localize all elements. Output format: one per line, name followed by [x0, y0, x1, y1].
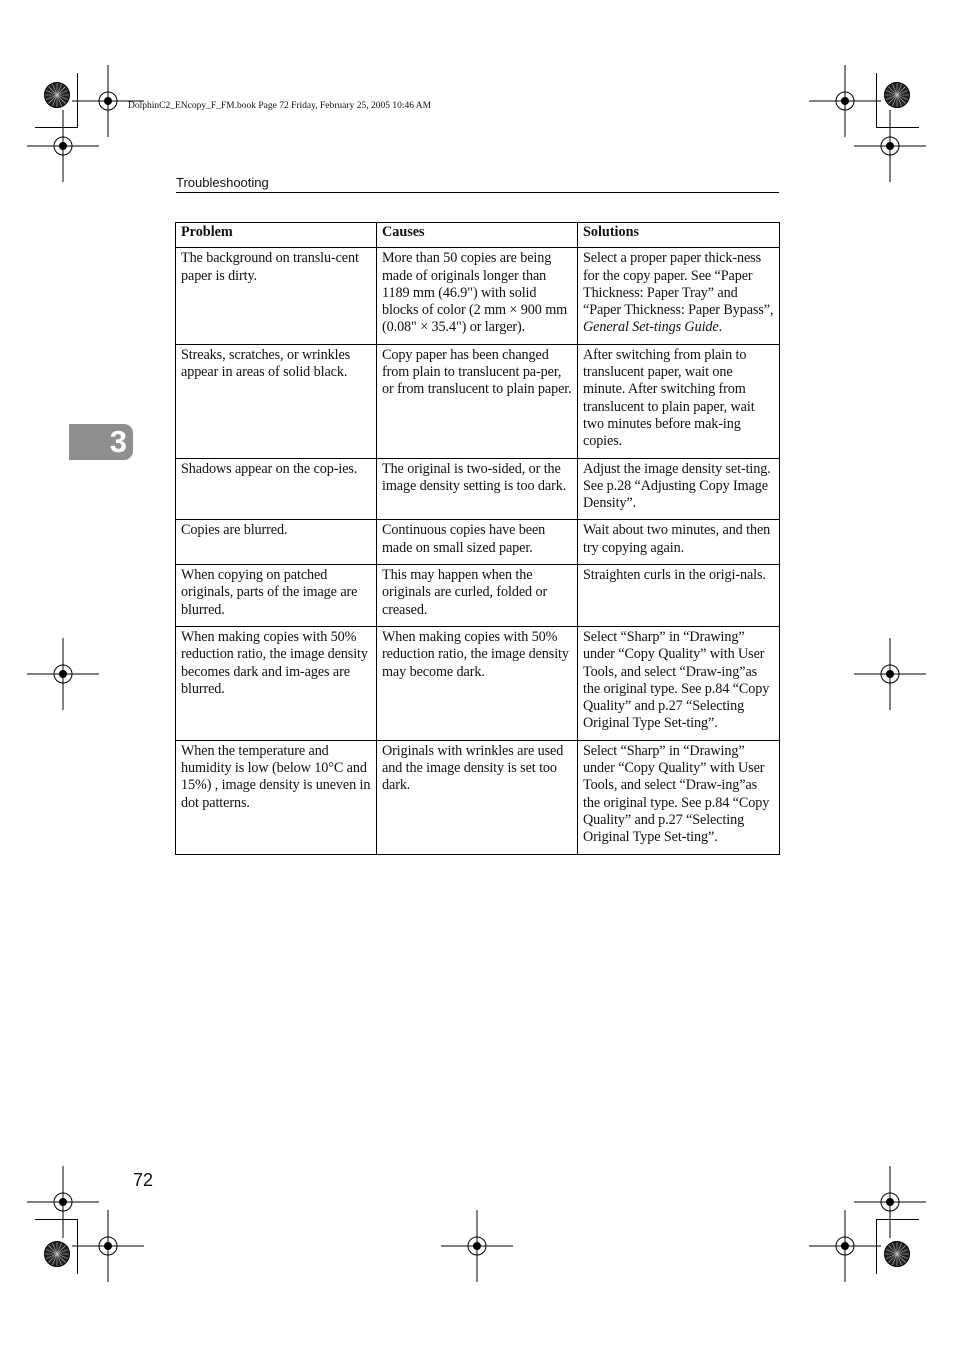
table-row — [176, 344, 780, 458]
table-row — [176, 740, 780, 854]
table-row — [176, 248, 780, 344]
trim-line — [876, 1219, 877, 1274]
page-number: 72 — [133, 1170, 154, 1190]
trim-line — [876, 127, 919, 128]
manual-reference: General Set-tings Guide — [583, 319, 719, 336]
trim-line — [35, 1219, 78, 1220]
column-header-causes: Causes — [377, 223, 578, 248]
registration-mark-icon — [809, 1210, 881, 1282]
cause-cell: When making copies with 50% reduction ratio, the image density may become dark. — [377, 626, 578, 740]
column-header-problem: Problem — [176, 223, 377, 248]
table-header-row — [176, 223, 780, 248]
problem-cell: When making copies with 50% reduction ratio, the image density becomes dark and im-ages are blurred. — [176, 626, 377, 740]
troubleshooting-table — [175, 222, 780, 855]
table-row — [176, 565, 780, 627]
solution-cell — [578, 248, 780, 344]
color-wheel-mark-icon — [44, 82, 70, 108]
table-row — [176, 458, 780, 520]
registration-mark-icon — [27, 638, 99, 710]
solution-cell: Select “Sharp” in “Drawing” under “Copy Quality” with User Tools, and select “Draw-ing”as the original type. See p.84 “Copy Quality” and p.27 “Selecting Original Type Set-ting”. — [578, 740, 780, 854]
problem-cell: When copying on patched originals, parts of the image are blurred. — [176, 565, 377, 627]
color-wheel-mark-icon — [884, 82, 910, 108]
problem-cell: Copies are blurred. — [176, 520, 377, 565]
registration-mark-icon — [854, 638, 926, 710]
solution-cell: Straighten curls in the origi-nals. — [578, 565, 780, 627]
color-wheel-mark-icon — [44, 1241, 70, 1267]
problem-cell: Streaks, scratches, or wrinkles appear in areas of solid black. — [176, 344, 377, 458]
solution-cell: After switching from plain to translucent paper, wait one minute. After switching from translucent to plain paper, wait two minutes before mak-ing copies. — [578, 344, 780, 458]
table-row — [176, 626, 780, 740]
cause-cell: More than 50 copies are being made of originals longer than 1189 mm (46.9") with solid blocks of color (2 mm × 900 mm (0.08" × 35.4") or larger). — [377, 248, 578, 344]
solution-cell: Adjust the image density set-ting. See p.28 “Adjusting Copy Image Density”. — [578, 458, 780, 520]
cause-cell: The original is two-sided, or the image density setting is too dark. — [377, 458, 578, 520]
solution-text: Select a proper paper thick-ness for the copy paper. See “Paper Thickness: Paper Tray” and “Paper Thickness: Paper Bypass”, — [583, 250, 774, 319]
registration-mark-icon — [72, 1210, 144, 1282]
cause-cell: Copy paper has been changed from plain to translucent pa-per, or from translucent to plain paper. — [377, 344, 578, 458]
problem-cell: When the temperature and humidity is low (below 10°C and 15%) , image density is uneven in dot patterns. — [176, 740, 377, 854]
chapter-tab — [69, 424, 133, 460]
running-head: Troubleshooting — [176, 175, 269, 190]
registration-mark-icon — [441, 1210, 513, 1282]
trim-line — [77, 1219, 78, 1274]
registration-mark-icon — [27, 110, 99, 182]
trim-line — [876, 1219, 919, 1220]
cause-cell: This may happen when the originals are curled, folded or creased. — [377, 565, 578, 627]
problem-cell: The background on translu-cent paper is dirty. — [176, 248, 377, 344]
solution-cell: Wait about two minutes, and then try copying again. — [578, 520, 780, 565]
chapter-number: 3 — [109, 424, 127, 459]
trim-line — [35, 127, 78, 128]
problem-cell: Shadows appear on the cop-ies. — [176, 458, 377, 520]
header-rule — [176, 192, 779, 193]
table-row — [176, 520, 780, 565]
cause-cell: Originals with wrinkles are used and the image density is set too dark. — [377, 740, 578, 854]
color-wheel-mark-icon — [884, 1241, 910, 1267]
column-header-solutions: Solutions — [578, 223, 780, 248]
cause-cell: Continuous copies have been made on small sized paper. — [377, 520, 578, 565]
trim-line — [876, 73, 877, 128]
solution-text-end: . — [718, 319, 723, 336]
file-info-slug: DolphinC2_ENcopy_F_FM.book Page 72 Friday, February 25, 2005 10:46 AM — [128, 101, 432, 111]
registration-mark-icon — [854, 110, 926, 182]
solution-cell: Select “Sharp” in “Drawing” under “Copy Quality” with User Tools, and select “Draw-ing”as the original type. See p.84 “Copy Quality” and p.27 “Selecting Original Type Set-ting”. — [578, 626, 780, 740]
trim-line — [77, 73, 78, 128]
